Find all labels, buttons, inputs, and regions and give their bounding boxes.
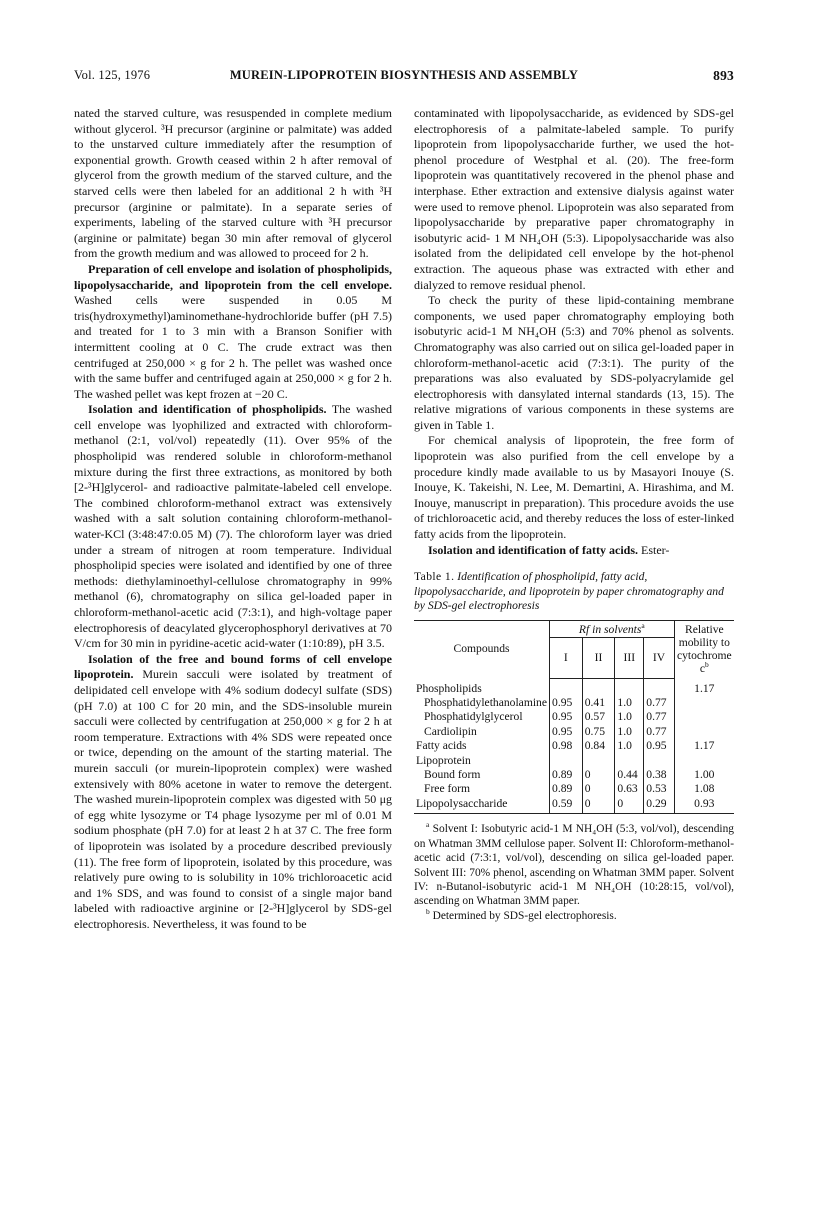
rf-solvent-iii: 0.63 [615, 782, 644, 796]
rf-solvent-iii [615, 679, 644, 696]
rf-solvent-iv [644, 679, 674, 696]
footnote-text: Determined by SDS-gel electrophoresis. [429, 909, 617, 922]
rf-solvent-iii [615, 754, 644, 768]
paragraph-body: Murein sacculi were isolated by treatment of delipidated cell envelope with 4% sodium dodecyl sulfate (SDS) (pH 7.0) at 100 C for 20 min, and the SDS-insoluble murein sacculi were collected by centrifugation at 250,000 × g for 2 h at room temperature. Extractions with 4% SDS were repeated once or twice, depending on the amount of the starting material. The murein sacculi (or murein-lipoprotein complex) were washed extensively with 80% acetone in water to remove the detergent. The washed murein-lipoprotein complex was digested with 50 μg of egg white lysozyme or T4 phage lysozyme per ml of 0.01 M sodium phosphate (pH 7.0) for at least 2 h at 37 C. The free form of lipoprotein was isolated by a procedure described previously (11). The free form of lipoprotein, isolated by this procedure, was relatively pure owing to is solubility in 10% trichloroacetic acid and 1% SDS, and was found to consist of a single major band labeled with radioactive arginine or [2-³H]glycerol by SDS-gel electrophoresis. Nevertheless, it was found to be [74, 667, 392, 931]
rf-solvent-ii: 0.75 [582, 725, 615, 739]
rf-solvent-iii: 1.0 [615, 696, 644, 710]
relative-mobility [674, 754, 734, 768]
table-row [414, 797, 734, 814]
paragraph-body: The washed cell envelope was lyophilized and extracted with chloroform-methanol (2:1, vol/vol) repeatedly (11). Over 95% of the phospholipid was rendered soluble in chloroform-methanol mixture during the first three extractions, as monitored by both [2-³H]glycerol- and radioactive palmitate-labeled cell envelope. The combined chloroform-methanol extract was extensively washed with a salt solution containing chloroform-methanol-water-KCl (3:48:47:0.05 M) (7). The chloroform layer was dried under a stream of nitrogen at room temperature. Individual phospholipid species were isolated and identified by one of three methods: diethylaminoethyl-cellulose chromatography in 99% methanol (6), chromatography on silica gel-loaded paper in chloroform-methanol-acetic acid (7:3:1), and high-voltage paper electrophoresis of deacylated glycerophosphoryl derivatives at 70 V/cm for 30 min in pyridine-acetic acid-water (1:10:89), pH 3.5. [74, 402, 392, 651]
compound-name: Fatty acids [416, 739, 467, 753]
compound-name: Lipoprotein [416, 753, 471, 767]
footnote-mark-a: a [641, 620, 645, 630]
compound-name: Phosphatidylglycerol [424, 710, 523, 724]
relative-mobility [674, 696, 734, 710]
rf-solvent-ii: 0.84 [582, 739, 615, 753]
footnote-a [414, 822, 734, 908]
table-row [414, 725, 734, 739]
paragraph-body: Ester- [638, 542, 670, 557]
rf-solvent-iv: 0.77 [644, 696, 674, 710]
footnote-b [414, 906, 734, 923]
mobility-label: Relative mobility to cytochrome c [676, 622, 732, 675]
section-heading: Isolation and identification of fatty acids. [428, 542, 639, 557]
paragraph: For chemical analysis of lipoprotein, the free form of lipoprotein was also purified from the cell envelope by a procedure kindly made available to us by Masayori Inouye (S. Inouye, K. Takeishi, N. Lee, M. Demartini, A. Hirashima, and M. Inouye, manuscript in preparation). This procedure avoids the use of trichloroacetic acid, and thereby reduces the loss of ester-linked fatty acids from the lipoprotein. [414, 433, 734, 542]
rf-solvent-iii: 1.0 [615, 739, 644, 753]
rf-solvent-i [550, 754, 583, 768]
rf-solvent-iv [644, 754, 674, 768]
relative-mobility [674, 725, 734, 739]
section-heading: Preparation of cell envelope and isolation of phospholipids, lipopolysaccharide, and lipoprotein from the cell envelope. [74, 261, 392, 292]
column-header-mobility [674, 620, 734, 678]
solvent-header: III [615, 638, 644, 679]
rf-solvent-i: 0.98 [550, 739, 583, 753]
rf-solvent-iv: 0.95 [644, 739, 674, 753]
solvent-header: I [550, 638, 583, 679]
table-label: Table 1. [414, 570, 455, 584]
rf-solvent-i: 0.95 [550, 725, 583, 739]
table-caption-text: Identification of phospholipid, fatty acid, lipopolysaccharide, and lipoprotein by paper chromatography and by SDS-gel electrophoresis [414, 570, 724, 613]
relative-mobility: 1.00 [674, 768, 734, 782]
table-caption [414, 570, 734, 614]
rf-solvent-iv: 0.77 [644, 725, 674, 739]
table-row [414, 696, 734, 710]
rf-solvent-i: 0.95 [550, 710, 583, 724]
rf-solvent-iii: 1.0 [615, 710, 644, 724]
volume-label: Vol. 125, 1976 [74, 68, 151, 82]
compound-name: Cardiolipin [424, 724, 477, 738]
footnote-mark: a [426, 820, 430, 830]
rf-solvent-ii [582, 679, 615, 696]
table-footnotes [414, 822, 734, 923]
footnote-text: Solvent I: Isobutyric acid-1 M NH₄OH (5:3, vol/vol), descending on Whatman 3MM cellulose paper. Solvent II: Chloroform-methanol-acetic acid (7:3:1, vol/vol), descending on silica gel-loaded paper. Solvent III: 70% phenol, ascending on Whatman 3MM paper. Solvent IV: n-Butanol-isobutyric acid-1 M NH₄OH (10:28:15, vol/vol), ascending on Whatman 3MM paper. [414, 823, 734, 908]
rf-solvent-ii: 0 [582, 797, 615, 814]
paragraph [74, 402, 392, 652]
compound-name: Bound form [424, 768, 481, 782]
rf-solvent-i: 0.95 [550, 696, 583, 710]
compound-name: Lipopolysaccharide [414, 797, 550, 814]
paragraph: To check the purity of these lipid-containing membrane components, we used paper chromatography employing both isobutyric acid-1 M NH₄OH (5:3) and 70% phenol as solvents. Chromatography was also carried out on silica gel-loaded paper in chloroform-methanol-acetic acid (7:3:1). The purity of the preparations was also evaluated by SDS-polyacrylamide gel electrophoresis with dansylated internal standards (13, 15). The relative migrations of various components in these systems are given in Table 1. [414, 293, 734, 432]
table-row [414, 739, 734, 753]
section-heading: Isolation of the free and bound forms of cell envelope lipoprotein. [74, 651, 392, 682]
rf-solvent-iv: 0.53 [644, 782, 674, 796]
rf-solvent-ii: 0 [582, 768, 615, 782]
paragraph [74, 652, 392, 933]
rf-solvent-iii: 0 [615, 797, 644, 814]
left-column [74, 106, 392, 932]
data-table [414, 620, 734, 815]
paragraph [74, 262, 392, 402]
rf-solvent-iii: 0.44 [615, 768, 644, 782]
rf-solvent-iv: 0.38 [644, 768, 674, 782]
table-row [414, 754, 734, 768]
table-row [414, 710, 734, 724]
footnote-mark: b [426, 906, 430, 916]
table-body [414, 679, 734, 814]
rf-solvent-ii: 0 [582, 782, 615, 796]
solvent-header: II [582, 638, 615, 679]
table-row [414, 679, 734, 696]
rf-label: Rf in solvents [578, 622, 642, 636]
right-column [414, 106, 734, 923]
running-title: MUREIN-LIPOPROTEIN BIOSYNTHESIS AND ASSEMBLY [229, 68, 579, 82]
rf-solvent-i: 0.59 [550, 797, 583, 814]
rf-solvent-ii: 0.41 [582, 696, 615, 710]
rf-solvent-iv: 0.77 [644, 710, 674, 724]
relative-mobility: 1.08 [674, 782, 734, 796]
table-row [414, 782, 734, 796]
paragraph-body: Washed cells were suspended in 0.05 M tris(hydroxymethyl)aminomethane-hydrochloride buffer (pH 7.5) and treated for 1 to 3 min with a Branson Sonifier with intermittent cooling at 0 C. The crude extract was then centrifuged at 250,000 × g for 2 h. The pellet was washed once with the same buffer and centrifuged again at 250,000 × g for 2 h. The washed pellet was kept frozen at −20 C. [74, 293, 392, 401]
rf-solvent-i: 0.89 [550, 768, 583, 782]
relative-mobility [674, 710, 734, 724]
running-header [74, 68, 734, 88]
relative-mobility: 1.17 [674, 679, 734, 696]
section-heading: Isolation and identification of phospholipids. [88, 402, 327, 417]
rf-solvent-i: 0.89 [550, 782, 583, 796]
rf-solvent-iv: 0.29 [644, 797, 674, 814]
compound-name: Free form [424, 782, 471, 796]
page-number: 893 [713, 68, 734, 83]
paragraph [414, 543, 734, 559]
paragraph: nated the starved culture, was resuspended in complete medium without glycerol. ³H precursor (arginine or palmitate) was added to the unstarved culture immediately after the resumption of exponential growth. Growth ceased within 2 h after removal of glycerol from the growth medium of the starved culture, and the starved cells were then labeled for an additional 2 h with ³H precursor (arginine or palmitate). In a separate series of experiments, labeling of the starved culture with ³H precursor (arginine or palmitate) began 30 min after removal of glycerol from the growth medium and was allowed to proceed for 2 h. [74, 106, 392, 261]
column-header-rf [550, 620, 675, 637]
compound-name: Phospholipids [416, 681, 482, 695]
relative-mobility: 0.93 [674, 797, 734, 814]
rf-solvent-ii [582, 754, 615, 768]
rf-solvent-iii: 1.0 [615, 725, 644, 739]
rf-solvent-ii: 0.57 [582, 710, 615, 724]
rf-solvent-i [550, 679, 583, 696]
column-header-compounds: Compounds [414, 620, 550, 678]
table-row [414, 768, 734, 782]
compound-name: Phosphatidylethanolamine [424, 696, 548, 710]
footnote-mark-b: b [705, 659, 709, 669]
paragraph: contaminated with lipopolysaccharide, as evidenced by SDS-gel electrophoresis of a palmitate-labeled sample. To purify lipoprotein from lipopolysaccharide further, we used the hot-phenol procedure of Westphal et al. (20). The free-form lipoprotein was quantitatively recovered in the phenol phase and interphase. Ether extraction and extensive dialysis against water were used to remove phenol. Lipoprotein was also separated from lipopolysaccharide by preparative paper chromatography in isobutyric acid- 1 M NH₄OH (5:3). Lipopolysaccharide was also isolated from the delipidated cell envelope by the hot-phenol extraction. The aqueous phase was extracted with ether and dialyzed to remove residual phenol. [414, 106, 734, 292]
solvent-header: IV [644, 638, 674, 679]
relative-mobility: 1.17 [674, 739, 734, 753]
